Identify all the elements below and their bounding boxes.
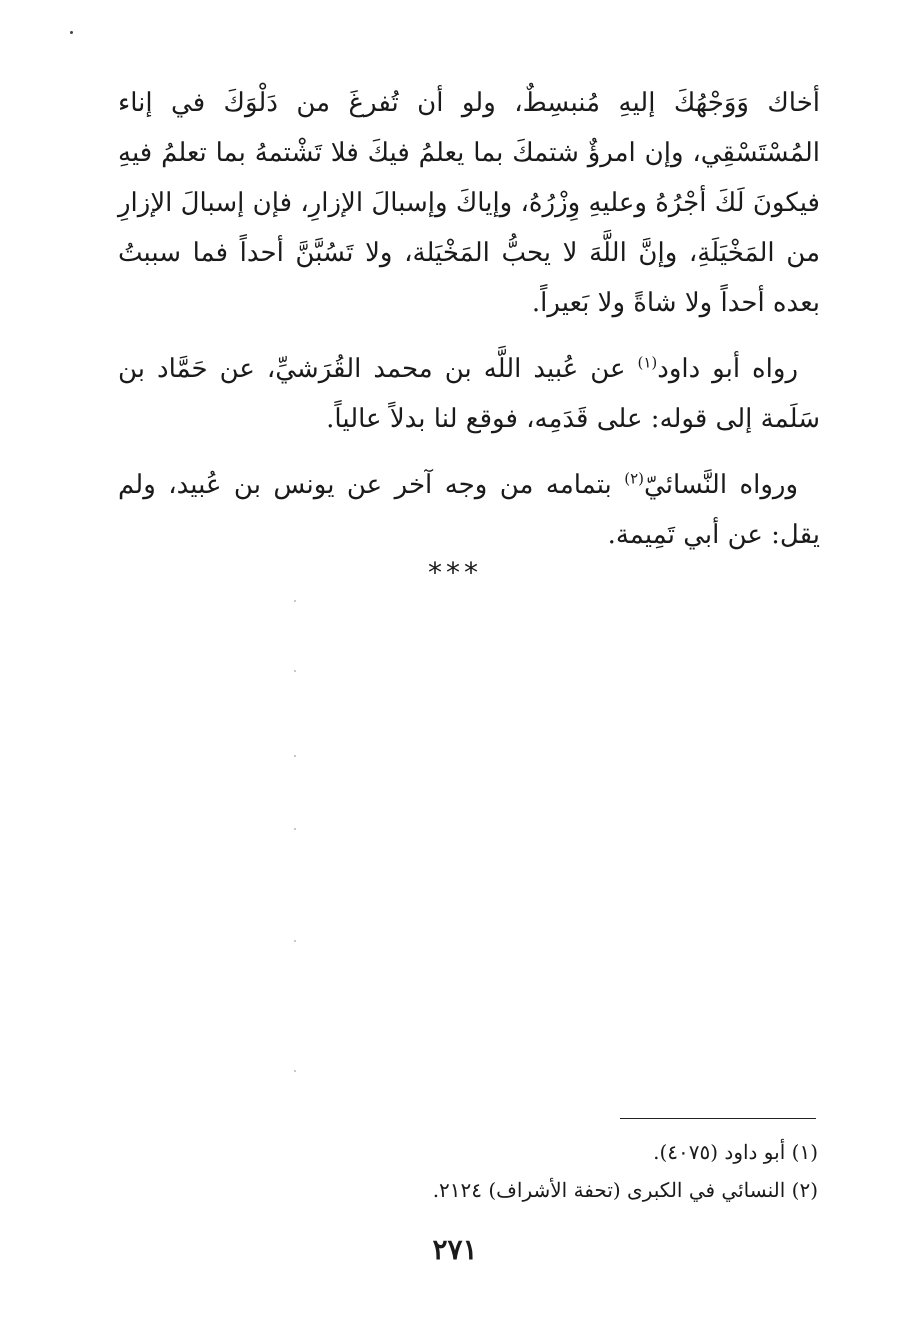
footnote-divider bbox=[620, 1118, 816, 1119]
footnote-2: (٢) النسائي في الكبرى (تحفة الأشراف) ٢١٢٤. bbox=[432, 1178, 818, 1202]
footnote-ref-1[interactable]: (١) bbox=[637, 353, 658, 372]
main-text bbox=[118, 78, 820, 576]
footnote-1: (١) أبو داود (٤٠٧٥). bbox=[653, 1140, 818, 1164]
paragraph-hadith-text bbox=[118, 78, 820, 328]
scan-artifact-dots bbox=[294, 600, 296, 1100]
footnote-ref-2[interactable]: (٢) bbox=[624, 469, 645, 488]
scan-speck bbox=[70, 31, 73, 34]
page-number: ٢٧١ bbox=[432, 1233, 478, 1266]
paragraph-text-end: بتمامه من وجه آخر عن يونس بن عُبيد، ولم يقل: عن أبي تَمِيمة. bbox=[118, 470, 820, 550]
footnotes bbox=[300, 1133, 818, 1209]
paragraph-text-end: عن عُبيد اللَّه بن محمد القُرَشيِّ، عن حَمَّاد بن سَلَمة إلى قوله: على قَدَمِه، فوقع لنا بدلاً عالياً. bbox=[118, 354, 820, 434]
section-separator: *** bbox=[428, 556, 482, 589]
paragraph-text: أخاك وَوَجْهُكَ إليهِ مُنبسِطٌ، ولو أن تُفرغَ من دَلْوَكَ في إناء المُسْتَسْقِي، وإن امرؤٌ شتمكَ بما يعلمُ فيكَ فلا تَشْتمهُ بما تعلمُ فيهِ فيكونَ لَكَ أجْرُهُ وعليهِ وِزْرُهُ، وإياكَ وإسبالَ الإزارِ، فإن إسبالَ الإزارِ من المَخْيَلَةِ، وإنَّ اللَّهَ لا يحبُّ المَخْيَلة، ولا تَسُبَّنَّ أحداً فما سببتُ بعده أحداً ولا شاةً ولا بَعيراً. bbox=[118, 88, 820, 318]
paragraph-text-start: رواه أبو داود bbox=[657, 354, 798, 384]
paragraph-text-start: ورواه النَّسائيّ bbox=[644, 470, 799, 500]
paragraph-nasai bbox=[118, 460, 820, 560]
paragraph-abu-dawud bbox=[118, 344, 820, 444]
